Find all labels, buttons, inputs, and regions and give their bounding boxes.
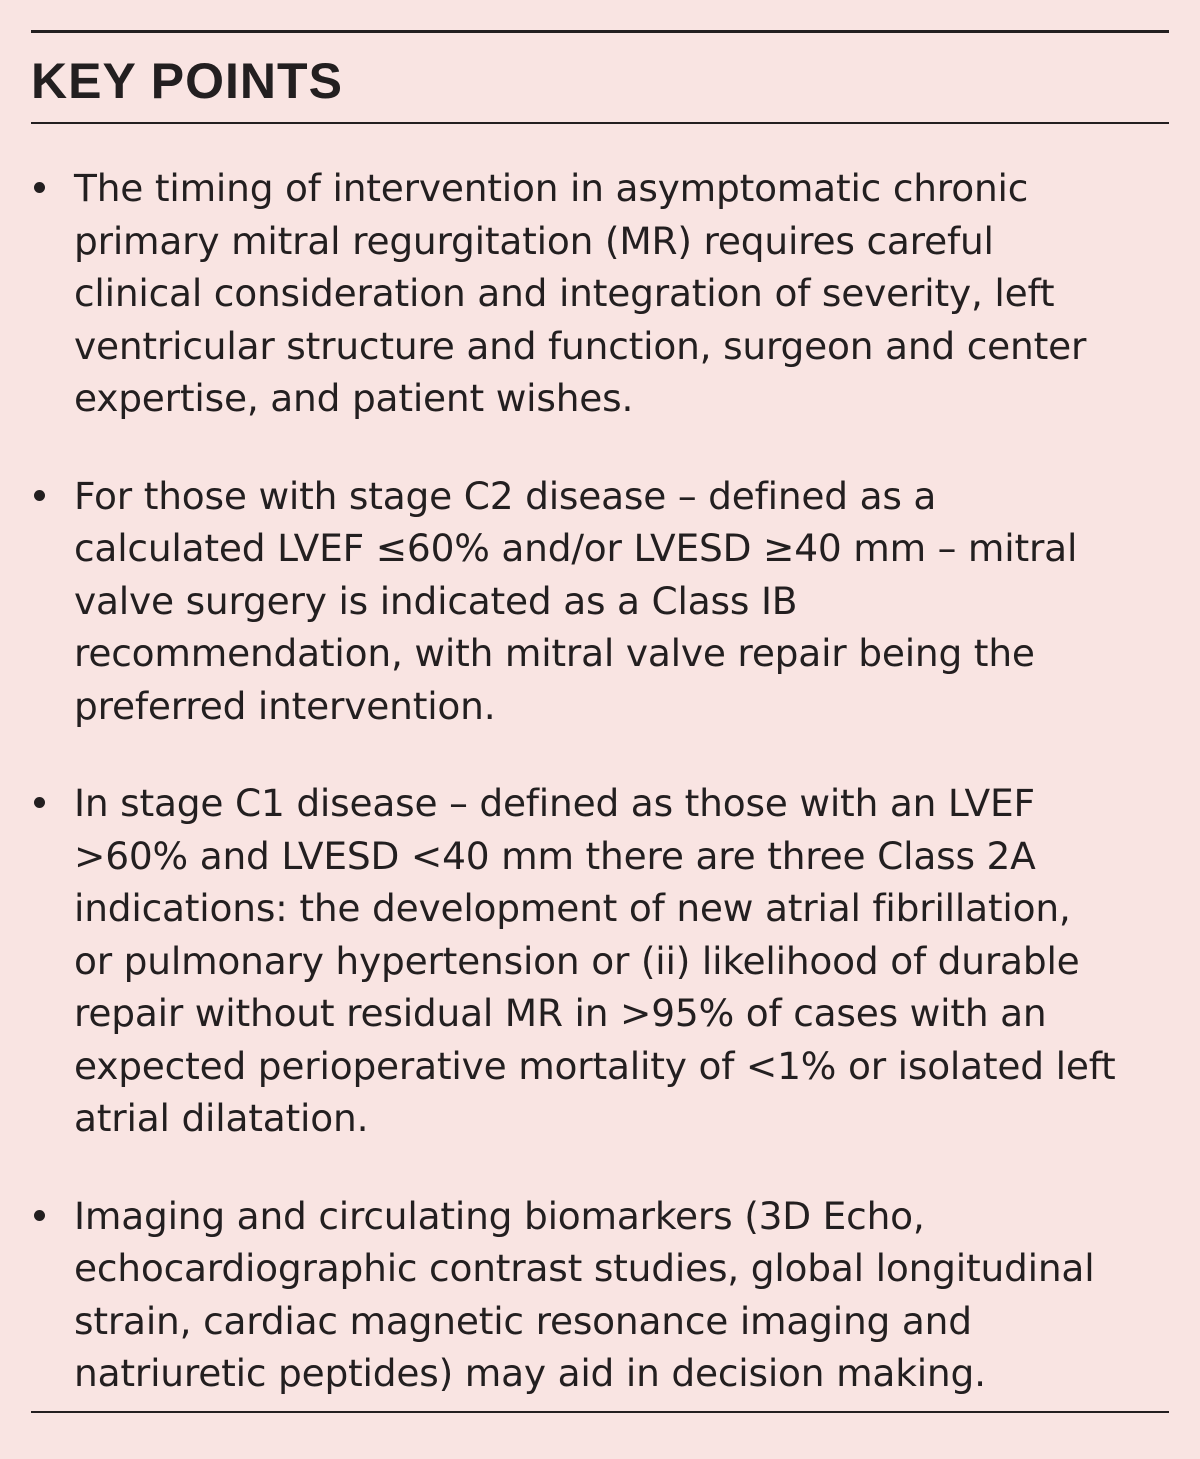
- point-line: >60% and LVESD <40 mm there are three Class 2A: [74, 833, 1036, 878]
- point-line: valve surgery is indicated as a Class IB: [74, 578, 798, 623]
- bullet-icon: [34, 1210, 45, 1221]
- point-line: atrial dilatation.: [74, 1096, 369, 1140]
- key-points-heading: KEY POINTS: [31, 53, 343, 109]
- bullet-icon: [34, 797, 45, 808]
- heading-rule: [31, 122, 1169, 124]
- point-line: echocardiographic contrast studies, global longitudinal: [74, 1246, 1095, 1290]
- point-line: The timing of intervention in asymptomatic chronic: [74, 166, 1029, 210]
- point-line: strain, cardiac magnetic resonance imaging and: [74, 1298, 972, 1343]
- point-line: natriuretic peptides) may aid in decision making.: [74, 1351, 986, 1395]
- point-line: or pulmonary hypertension or (ii) likelihood of durable: [74, 938, 1080, 983]
- point-line: repair without residual MR in >95% of cases with an: [74, 991, 1047, 1035]
- bottom-rule: [31, 1411, 1169, 1413]
- point-line: indications: the development of new atrial fibrillation,: [74, 886, 1071, 930]
- point-line: In stage C1 disease – defined as those with an LVEF: [74, 781, 1035, 825]
- point-line: Imaging and circulating biomarkers (3D Echo,: [74, 1193, 925, 1238]
- point-line: preferred intervention.: [74, 683, 496, 728]
- key-point-3: [31, 777, 1171, 1145]
- point-line: calculated LVEF ≤60% and/or LVESD ≥40 mm – mitral: [74, 526, 1078, 570]
- point-line: primary mitral regurgitation (MR) requires careful: [74, 218, 994, 263]
- bullet-icon: [34, 490, 45, 501]
- key-points-list: [31, 162, 1171, 1445]
- point-line: For those with stage C2 disease – defined as a: [74, 473, 937, 518]
- key-point-1: [31, 162, 1171, 425]
- point-line: ventricular structure and function, surgeon and center: [74, 323, 1087, 368]
- point-line: expertise, and patient wishes.: [74, 376, 634, 420]
- bullet-icon: [34, 182, 45, 193]
- point-line: clinical consideration and integration of severity, left: [74, 271, 1055, 315]
- key-point-2: [31, 470, 1171, 733]
- key-point-4: [31, 1190, 1171, 1400]
- top-rule: [31, 30, 1169, 33]
- point-line: expected perioperative mortality of <1% or isolated left: [74, 1043, 1116, 1088]
- point-line: recommendation, with mitral valve repair being the: [74, 631, 1035, 675]
